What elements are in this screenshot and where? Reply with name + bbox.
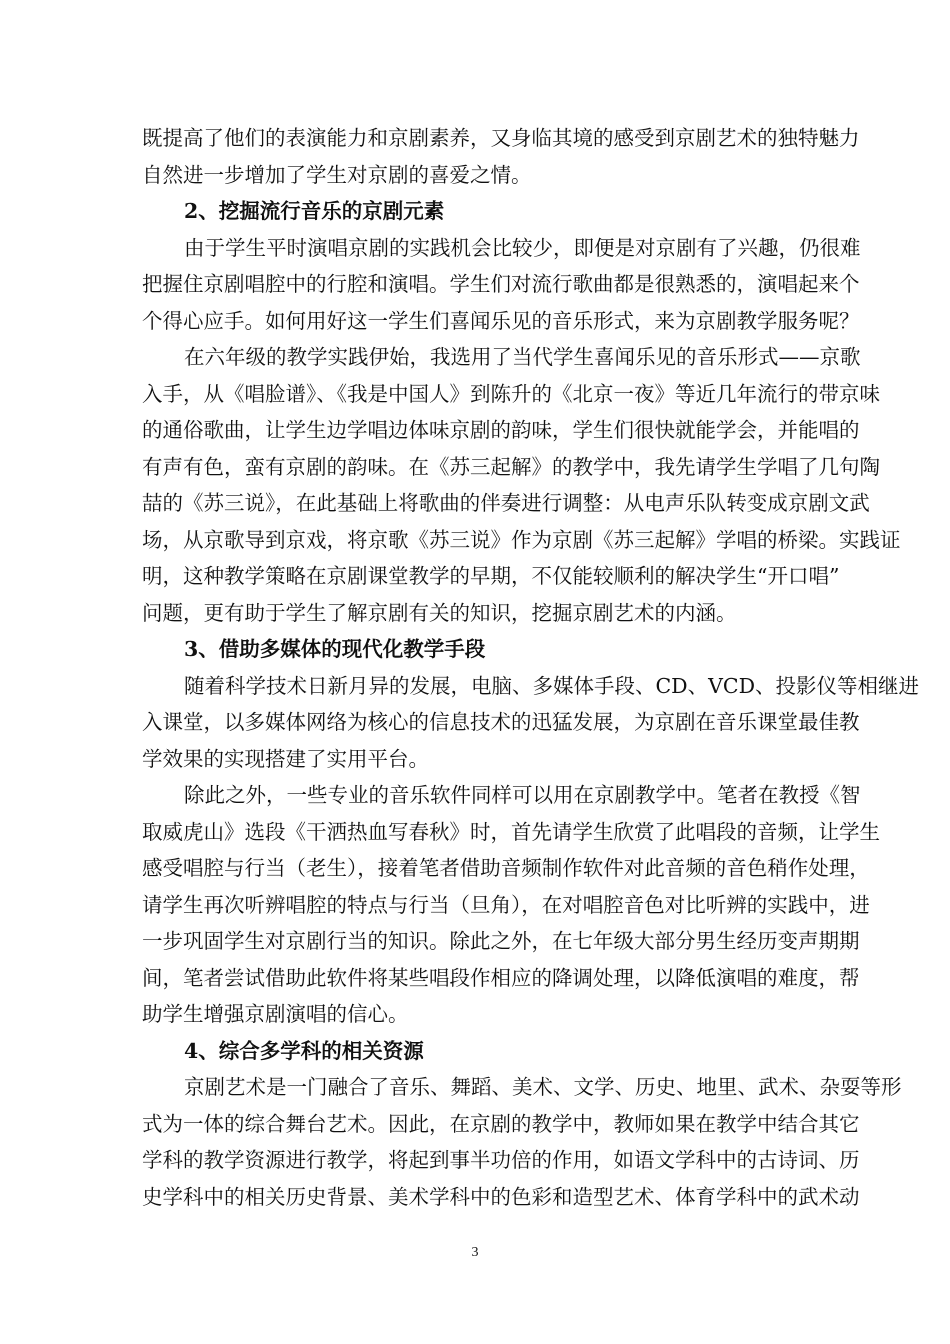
paragraph-line: 入课堂，以多媒体网络为核心的信息技术的迅猛发展，为京剧在音乐课堂最佳教: [142, 710, 860, 734]
paragraph-line: 间，笔者尝试借助此软件将某些唱段作相应的降调处理，以降低演唱的难度，帮: [142, 965, 860, 990]
paragraph-line: 取威虎山》选段《干洒热血写春秋》时，首先请学生欣赏了此唱段的音频，让学生: [142, 819, 880, 844]
paragraph-line: 学科的教学资源进行教学，将起到事半功倍的作用，如语文学科中的古诗词、历: [142, 1148, 860, 1172]
section-heading: 4、综合多学科的相关资源: [184, 1038, 424, 1063]
paragraph-line: 的通俗歌曲，让学生边学唱边体味京剧的韵味，学生们很快就能学会，并能唱的: [142, 418, 860, 442]
paragraph-line: 喆的《苏三说》，在此基础上将歌曲的伴奏进行调整：从电声乐队转变成京剧文武: [142, 491, 870, 515]
page-number: 3: [471, 1245, 479, 1260]
paragraph-line: 史学科中的相关历史背景、美术学科中的色彩和造型艺术、体育学科中的武术动: [142, 1184, 860, 1209]
paragraph-line: 既提高了他们的表演能力和京剧素养，又身临其境的感受到京剧艺术的独特魅力: [142, 126, 860, 150]
paragraph-line: 助学生增强京剧演唱的信心。: [142, 1002, 409, 1026]
paragraph-line: 请学生再次听辨唱腔的特点与行当（旦角），在对唱腔音色对比听辨的实践中，进: [142, 892, 870, 917]
paragraph-line: 感受唱腔与行当（老生），接着笔者借助音频制作软件对此音频的音色稍作处理，: [142, 856, 870, 880]
paragraph-line: 除此之外，一些专业的音乐软件同样可以用在京剧教学中。笔者在教授《智: [184, 783, 861, 807]
paragraph-line: 在六年级的教学实践伊始，我选用了当代学生喜闻乐见的音乐形式——京歌: [184, 345, 861, 369]
paragraph-line: 把握住京剧唱腔中的行腔和演唱。学生们对流行歌曲都是很熟悉的，演唱起来个: [142, 272, 860, 296]
paragraph-line: 个得心应手。如何用好这一学生们喜闻乐见的音乐形式，来为京剧教学服务呢？: [142, 308, 860, 333]
section-heading: 3、借助多媒体的现代化教学手段: [184, 637, 486, 661]
paragraph-line: 京剧艺术是一门融合了音乐、舞蹈、美术、文学、历史、地里、武术、杂耍等形: [184, 1075, 902, 1099]
paragraph-line: 随着科学技术日新月异的发展，电脑、多媒体手段、CD、VCD、投影仪等相继进: [184, 673, 920, 698]
paragraph-line: 明，这种教学策略在京剧课堂教学的早期，不仅能较顺利的解决学生“开口唱”: [142, 564, 840, 588]
paragraph-line: 自然进一步增加了学生对京剧的喜爱之情。: [142, 162, 532, 187]
paragraph-line: 场，从京歌导到京戏，将京歌《苏三说》作为京剧《苏三起解》学唱的桥梁。实践证: [142, 527, 901, 552]
paragraph-line: 一步巩固学生对京剧行当的知识。除此之外，在七年级大部分男生经历变声期期: [142, 929, 860, 953]
paragraph-line: 入手，从《唱脸谱》、《我是中国人》到陈升的《北京一夜》等近几年流行的带京味: [142, 381, 880, 406]
paragraph-line: 由于学生平时演唱京剧的实践机会比较少，即便是对京剧有了兴趣，仍很难: [184, 235, 861, 260]
paragraph-line: 有声有色，蛮有京剧的韵味。在《苏三起解》的教学中，我先请学生学唱了几句陶: [142, 454, 880, 479]
paragraph-line: 式为一体的综合舞台艺术。因此，在京剧的教学中，教师如果在教学中结合其它: [142, 1111, 860, 1136]
paragraph-line: 学效果的实现搭建了实用平台。: [142, 746, 429, 771]
section-heading: 2、挖掘流行音乐的京剧元素: [184, 199, 445, 223]
document-body: [142, 120, 920, 1215]
paragraph-line: 问题，更有助于学生了解京剧有关的知识，挖掘京剧艺术的内涵。: [142, 600, 737, 625]
